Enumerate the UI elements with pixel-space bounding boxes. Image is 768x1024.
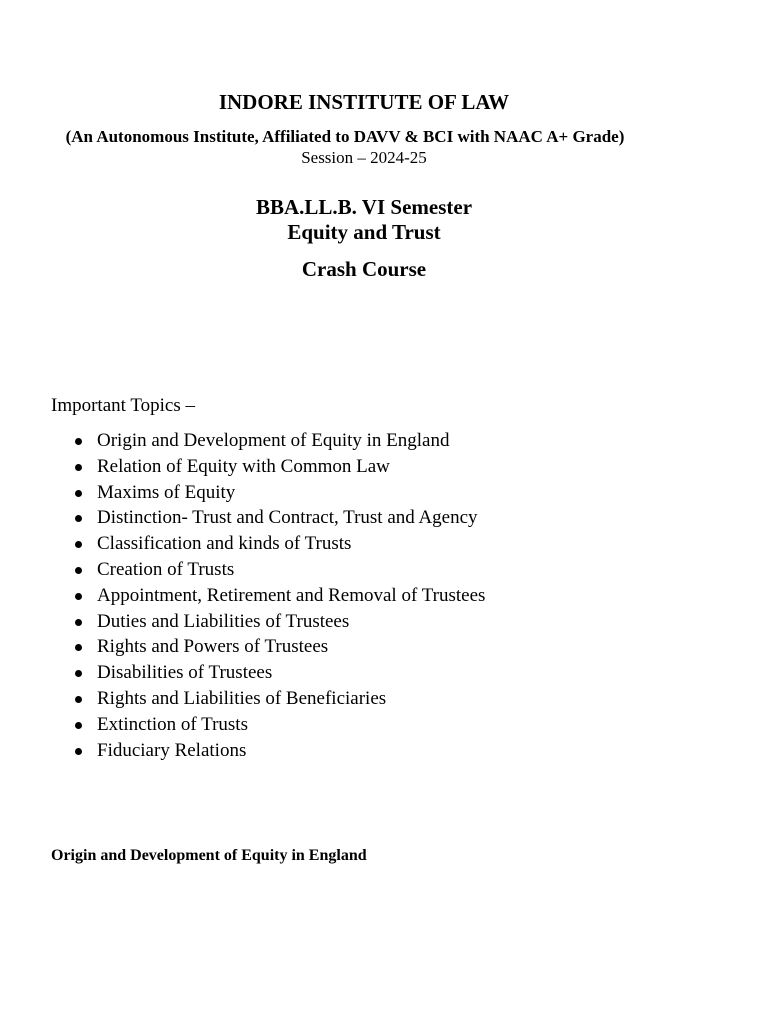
list-item — [51, 712, 485, 738]
bullet-icon — [75, 619, 82, 626]
list-item — [51, 480, 485, 506]
list-item-text: Extinction of Trusts — [97, 713, 248, 735]
institute-title: INDORE INSTITUTE OF LAW — [218, 90, 510, 114]
bullet-icon — [75, 670, 82, 677]
list-item — [51, 454, 485, 480]
list-item-text: Maxims of Equity — [97, 481, 236, 503]
topics-list — [51, 428, 485, 763]
bullet-icon — [75, 438, 82, 445]
list-item — [51, 609, 485, 635]
bullet-icon — [75, 567, 82, 574]
list-item-text: Rights and Liabilities of Beneficiaries — [97, 687, 387, 709]
list-item-text: Origin and Development of Equity in England — [97, 430, 450, 451]
list-item-text: Rights and Powers of Trustees — [97, 636, 329, 658]
list-item-text: Creation of Trusts — [97, 558, 235, 580]
course-header — [0, 195, 728, 245]
list-item — [51, 557, 485, 583]
bullet-icon — [75, 748, 82, 755]
list-item-text: Relation of Equity with Common Law — [97, 455, 390, 477]
list-item-text: Classification and kinds of Trusts — [97, 533, 352, 555]
list-item — [51, 505, 485, 531]
bullet-icon — [75, 541, 82, 548]
bullet-icon — [75, 696, 82, 703]
bullet-icon — [75, 593, 82, 600]
bullet-icon — [75, 722, 82, 729]
list-item-text: Duties and Liabilities of Trustees — [97, 610, 350, 632]
institute-affiliation: (An Autonomous Institute, Affiliated to DAVV & BCI with NAAC A+ Grade) — [65, 127, 625, 146]
list-item-text: Disabilities of Trustees — [97, 662, 273, 684]
topics-heading: Important Topics – — [51, 395, 195, 416]
session-label: Session – 2024-25 — [301, 148, 427, 167]
section-heading: Origin and Development of Equity in England — [51, 847, 367, 864]
bullet-icon — [75, 644, 82, 651]
list-item — [51, 686, 485, 712]
list-item — [51, 531, 485, 557]
list-item — [51, 738, 485, 764]
list-item — [51, 583, 485, 609]
program-title: BBA.LL.B. VI Semester — [255, 195, 473, 219]
list-item-text: Fiduciary Relations — [97, 739, 247, 761]
list-item — [51, 660, 485, 686]
list-item-text: Distinction- Trust and Contract, Trust and Agency — [97, 507, 478, 529]
bullet-icon — [75, 515, 82, 522]
list-item — [51, 634, 485, 660]
list-item-text: Appointment, Retirement and Removal of Trustees — [97, 584, 486, 606]
crash-course-title: Crash Course — [301, 257, 427, 281]
subject-title: Equity and Trust — [287, 220, 441, 244]
list-item — [51, 428, 485, 454]
bullet-icon — [75, 464, 82, 471]
bullet-icon — [75, 490, 82, 497]
